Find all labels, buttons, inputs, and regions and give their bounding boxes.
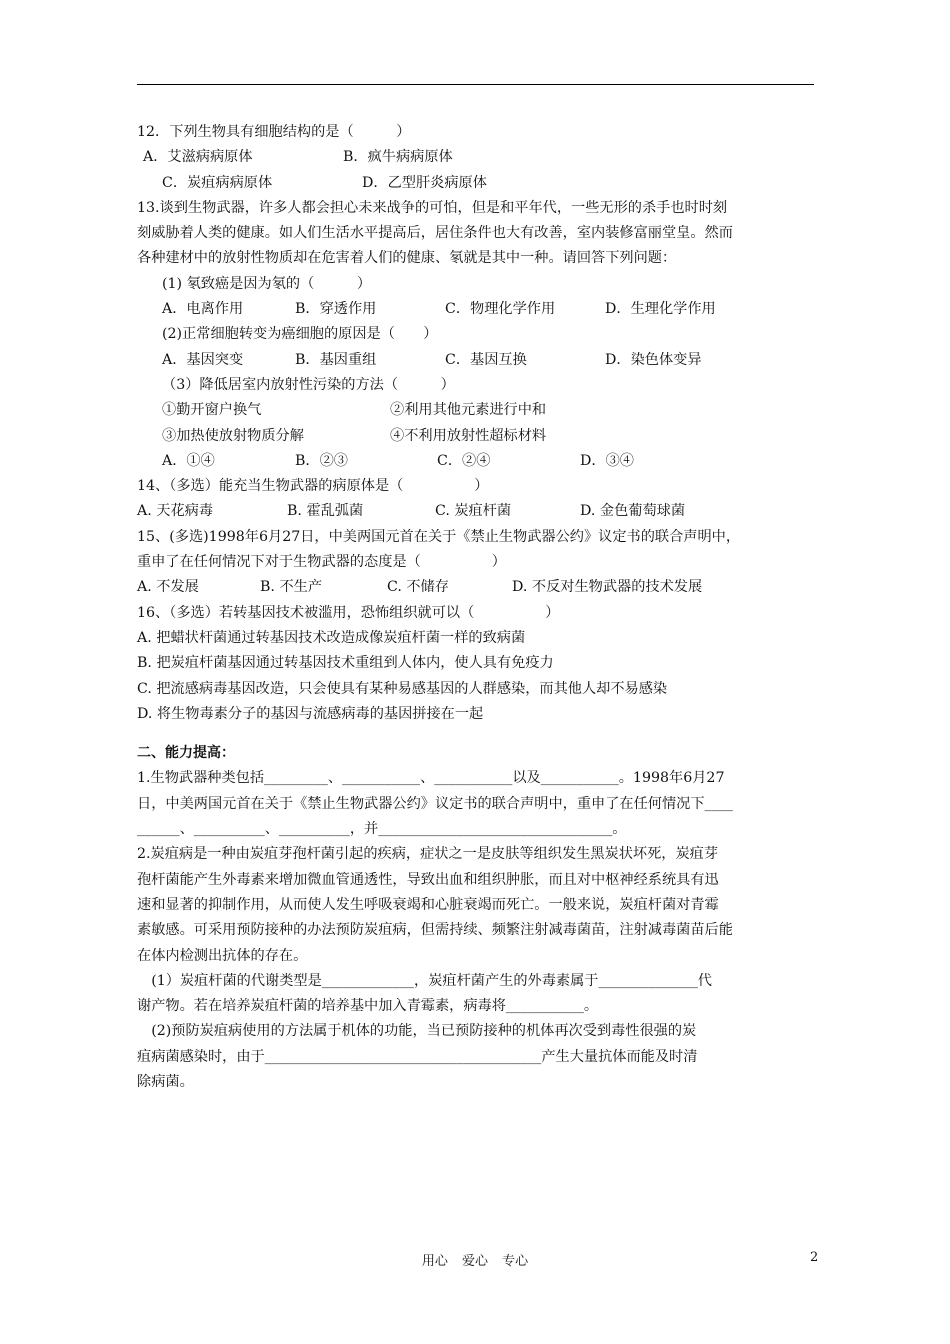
q13-method-3: ③加热使放射物质分解	[162, 427, 304, 444]
s2-p1-line: 1.生物武器种类包括_________、___________、___________以及___________。1998年6月27	[137, 770, 725, 787]
s2-p2-line: 孢杆菌能产生外毒素来增加微血管通透性，导致出血和组织肿胀，而且对中枢神经系统具有迅	[137, 871, 719, 888]
q13-sub3-option-c: C．②④	[437, 452, 491, 469]
q12-option-b: B．疯牛病病原体	[343, 149, 453, 166]
s2-p2-line: 速和显著的抑制作用，从而使人发生呼吸衰竭和心脏衰竭而死亡。一般来说，炭疽杆菌对青霉	[137, 896, 719, 913]
q13-sub3-option-a: A．①④	[162, 452, 215, 469]
spacer	[137, 727, 827, 741]
q13-sub2-option-b: B．基因重组	[295, 351, 377, 368]
page-content	[137, 120, 827, 1095]
s2-p2-line: 除病菌。	[137, 1073, 194, 1090]
s2-p2-line: 素敏感。可采用预防接种的办法预防炭疽病，但需持续、频繁注射减毒菌苗，注射减毒菌苗后能	[137, 922, 733, 939]
q16-option-c: C. 把流感病毒基因改造，只会使具有某种易感基因的人群感染，而其他人却不易感染	[137, 680, 668, 697]
s2-p2-line: 疽病菌感染时，由于_______________________________________产生大量抗体而能及时清	[137, 1048, 698, 1065]
q14-option-c: C. 炭疽杆菌	[435, 503, 512, 520]
q13-sub2-stem-text: (2)正常细胞转变为癌细胞的原因是（ ）	[162, 326, 438, 343]
header-rule	[137, 84, 814, 85]
s2-p2-line: 在体内检测出抗体的存在。	[137, 947, 308, 964]
q12-option-c: C．炭疽病病原体	[162, 174, 273, 191]
q13-sub2-option-c: C．基因互换	[445, 351, 527, 368]
q12-options-row1	[137, 145, 827, 170]
q13-sub3-methods-row2	[137, 424, 827, 449]
q15-stem-line: 15、(多选)1998年6月27日，中美两国元首在关于《禁止生物武器公约》议定书的联合声明中，	[137, 528, 741, 545]
q14-stem: 14、（多选）能充当生物武器的病原体是（ ）	[137, 478, 489, 495]
q16-option-d: D. 将生物毒素分子的基因与流感病毒的基因拼接在一起	[137, 705, 484, 722]
q16-option-a: A. 把蜡状杆菌通过转基因技术改造成像炭疽杆菌一样的致病菌	[137, 629, 526, 646]
q15-option-a: A. 不发展	[137, 579, 199, 596]
q13-method-1: ①勤开窗户换气	[162, 402, 262, 419]
q16-stem: 16、（多选）若转基因技术被滥用，恐怖组织就可以（ ）	[137, 604, 560, 621]
q13-sub3-stem-text: （3）降低居室内放射性污染的方法（ ）	[162, 376, 455, 393]
q16-option-b: B. 把炭疽杆菌基因通过转基因技术重组到人体内，使人具有免疫力	[137, 655, 554, 672]
q13-stem-line: 各种建材中的放射性物质却在危害着人们的健康、氡就是其中一种。请回答下列问题：	[137, 250, 677, 267]
q13-sub2-option-d: D．染色体变异	[605, 351, 702, 368]
q13-stem-line: 13.谈到生物武器，许多人都会担心未来战争的可怕，但是和平年代，一些无形的杀手也时时刻	[137, 199, 728, 216]
q15-option-b: B. 不生产	[260, 579, 323, 596]
q15-option-d: D. 不反对生物武器的技术发展	[512, 579, 703, 596]
s2-p1-line: 日，中美两国元首在关于《禁止生物武器公约》议定书的联合声明中，重申了在任何情况下____	[137, 795, 733, 812]
q13-sub1-option-d: D．生理化学作用	[605, 301, 716, 318]
q12-option-a: A．艾滋病病原体	[143, 149, 253, 166]
q15-options	[137, 575, 827, 600]
q13-method-4: ④不利用放射性超标材料	[390, 427, 547, 444]
q12-option-d: D．乙型肝炎病原体	[362, 174, 487, 191]
q14-option-d: D. 金色葡萄球菌	[580, 503, 686, 520]
q13-sub1-stem	[137, 272, 827, 297]
s2-p1-line: ______、__________、__________，并_________________________________。	[137, 821, 627, 838]
q13-sub3-option-b: B．②③	[295, 452, 348, 469]
q13-sub2-stem	[137, 322, 827, 347]
section-heading: 二、能力提高：	[137, 745, 235, 762]
q13-sub3-option-d: D．③④	[580, 452, 634, 469]
q13-sub3-stem	[137, 373, 827, 398]
q13-sub3-options	[137, 449, 827, 474]
q14-options	[137, 499, 827, 524]
q12-stem: 12．下列生物具有细胞结构的是（ ）	[137, 124, 411, 140]
q15-stem-line: 重申了在任何情况下对于生物武器的态度是（ ）	[137, 554, 506, 571]
q15-option-c: C. 不储存	[387, 579, 449, 596]
q13-sub1-stem-text: (1) 氡致癌是因为氡的（ ）	[162, 275, 372, 292]
q13-sub3-methods-row1	[137, 398, 827, 423]
s2-p2-line: 谢产物。若在培养炭疽杆菌的培养基中加入青霉素，病毒将___________。	[137, 998, 599, 1015]
q13-sub1-option-a: A．电离作用	[162, 301, 244, 318]
s2-p2-line: (1）炭疽杆菌的代谢类型是_____________，炭疽杆菌产生的外毒素属于______________代	[137, 972, 712, 989]
footer-slogan: 用心 爱心 专心	[421, 1254, 529, 1269]
q12-options-row2	[137, 171, 827, 196]
s2-p2-line: 2.炭疽病是一种由炭疽芽孢杆菌引起的疾病，症状之一是皮肤等组织发生黑炭状坏死，炭疽芽	[137, 846, 719, 863]
q13-method-2: ②利用其他元素进行中和	[390, 402, 547, 419]
q13-stem-line: 刻威胁着人类的健康。如人们生活水平提高后，居住条件也大有改善，室内装修富丽堂皇。然而	[137, 225, 733, 242]
q13-sub1-options	[137, 297, 827, 322]
q14-option-b: B. 霍乱弧菌	[287, 503, 364, 520]
s2-p2-line: (2)预防炭疽病使用的方法属于机体的功能，当已预防接种的机体再次受到毒性很强的炭	[137, 1023, 697, 1040]
q13-sub1-option-c: C．物理化学作用	[445, 301, 556, 318]
q13-sub2-option-a: A．基因突变	[162, 351, 244, 368]
q13-sub2-options	[137, 348, 827, 373]
q14-option-a: A. 天花病毒	[137, 503, 214, 520]
page-number: 2	[810, 1250, 819, 1265]
q13-sub1-option-b: B．穿透作用	[295, 301, 377, 318]
